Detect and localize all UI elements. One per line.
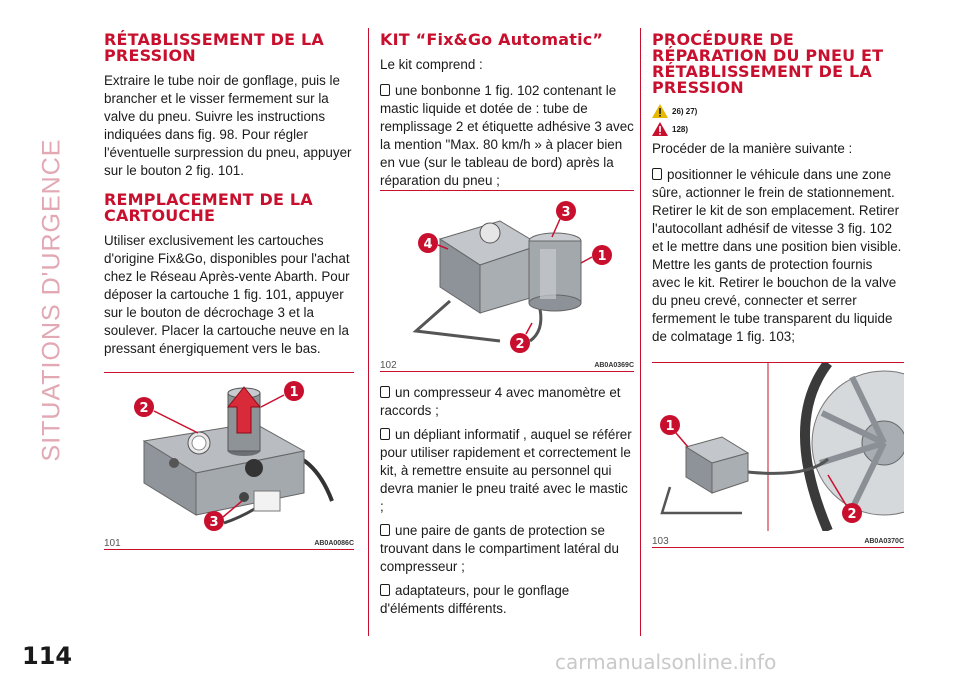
figure-number: 102 bbox=[380, 359, 397, 371]
figure-101 bbox=[104, 372, 354, 550]
list-item-text: une paire de gants de protection se trouvant dans le compartiment latéral du compresseur ; bbox=[380, 523, 619, 574]
checkbox-bullet-icon bbox=[380, 584, 390, 596]
column-2 bbox=[380, 32, 634, 196]
svg-text:4: 4 bbox=[423, 237, 433, 252]
figure-code: AB0A0086C bbox=[314, 539, 354, 547]
checkbox-bullet-icon bbox=[380, 428, 390, 440]
column-separator bbox=[368, 28, 369, 636]
heading-cartridge-replacement: REMPLACEMENT DE LA CARTOUCHE bbox=[104, 190, 313, 225]
column-2-continued bbox=[380, 384, 634, 624]
warning-reference-text: 26) 27) bbox=[672, 106, 698, 116]
watermark: carmanualsonline.info bbox=[555, 650, 777, 674]
svg-text:3: 3 bbox=[209, 515, 219, 530]
list-item-text: une bonbonne 1 fig. 102 contenant le mastic liquide et dotée de : tube de remplissage 2 et étiquette adhésive 3 avec la mention "Max. 80 km/h » à placer bien en vue (sur le tableau de bord) après la réparation du pneu ; bbox=[380, 83, 634, 188]
heading-repair-procedure: PROCÉDURE DE RÉPARATION DU PNEU ET RÉTABLISSEMENT DE LA PRESSION bbox=[652, 30, 884, 97]
checkbox-bullet-icon bbox=[380, 524, 390, 536]
svg-text:1: 1 bbox=[665, 419, 675, 434]
column-separator bbox=[640, 28, 641, 636]
list-item-text: un dépliant informatif , auquel se référer pour utiliser rapidement et correctement le kit, à remettre ensuite au personnel qui devra manier le pneu traité avec le mastic ; bbox=[380, 427, 632, 514]
figure-102 bbox=[380, 190, 634, 372]
warning-reference bbox=[652, 104, 904, 118]
svg-text:2: 2 bbox=[139, 401, 149, 416]
procedure-intro: Procéder de la manière suivante : bbox=[652, 141, 853, 156]
warning-triangle-icon bbox=[652, 104, 668, 118]
list-item bbox=[380, 522, 634, 576]
figure-number: 101 bbox=[104, 537, 121, 549]
figure-code: AB0A0370C bbox=[864, 537, 904, 545]
checkbox-bullet-icon bbox=[380, 386, 390, 398]
list-item-text: un compresseur 4 avec manomètre et raccords ; bbox=[380, 385, 621, 418]
tyre-repair-connection-illustration bbox=[652, 363, 904, 531]
list-item-text: positionner le véhicule dans une zone sûre, actionner le frein de stationnement. Retirer le kit de son emplacement. Retirer l'autocollant adhésif de vitesse 3 fig. 102 et le mettre dans une position bien visible. Mettre les gants de protection fournis avec le kit. Retirer le bouchon de la valve du pneu crevé, connecter et serrer fermement le tube transparent du liquide de colmatage 1 fig. 103; bbox=[652, 167, 902, 344]
list-item bbox=[380, 426, 634, 516]
page-number: 114 bbox=[22, 642, 73, 670]
list-item bbox=[380, 82, 634, 190]
paragraph-pressure-restore: Extraire le tube noir de gonflage, puis le brancher et le visser fermement sur la valve du pneu. Suivre les instructions indiquées dans fig. 98. Pour régler l'éventuelle surpression du pneu, appuyer sur le bouton 2 fig. 101. bbox=[104, 73, 352, 178]
warning-reference bbox=[652, 122, 904, 136]
column-3 bbox=[652, 32, 904, 352]
checkbox-bullet-icon bbox=[652, 168, 662, 180]
checkbox-bullet-icon bbox=[380, 84, 390, 96]
section-side-title: SITUATIONS D'URGENCE bbox=[37, 138, 66, 462]
warning-reference-text: 128) bbox=[672, 124, 689, 134]
fix-and-go-kit-illustration bbox=[380, 191, 634, 355]
heading-pressure-restore: RÉTABLISSEMENT DE LA PRESSION bbox=[104, 30, 324, 65]
figure-code: AB0A0369C bbox=[594, 361, 634, 369]
svg-text:2: 2 bbox=[847, 507, 857, 522]
svg-text:1: 1 bbox=[289, 385, 299, 400]
figure-103 bbox=[652, 362, 904, 548]
svg-text:2: 2 bbox=[515, 337, 525, 352]
compressor-cartridge-illustration bbox=[104, 373, 354, 533]
figure-number: 103 bbox=[652, 535, 669, 547]
list-item bbox=[380, 384, 634, 420]
svg-text:1: 1 bbox=[597, 249, 607, 264]
warning-triangle-icon bbox=[652, 122, 668, 136]
column-1 bbox=[104, 32, 354, 366]
list-item-text: adaptateurs, pour le gonflage d'éléments différents. bbox=[380, 583, 570, 616]
paragraph-cartridge-replacement: Utiliser exclusivement les cartouches d'origine Fix&Go, disponibles pour l'achat chez le Réseau Après-vente Abarth. Pour déposer la cartouche 1 fig. 101, appuyer sur le bouton de décrochage 3 et la soulever. Placer la cartouche neuve en la pressant énergiquement vers le bas. bbox=[104, 233, 350, 356]
list-item bbox=[652, 166, 904, 346]
list-item bbox=[380, 582, 634, 618]
kit-intro: Le kit comprend : bbox=[380, 57, 483, 72]
heading-kit: KIT “Fix&Go Automatic” bbox=[380, 30, 604, 49]
svg-text:3: 3 bbox=[561, 205, 571, 220]
